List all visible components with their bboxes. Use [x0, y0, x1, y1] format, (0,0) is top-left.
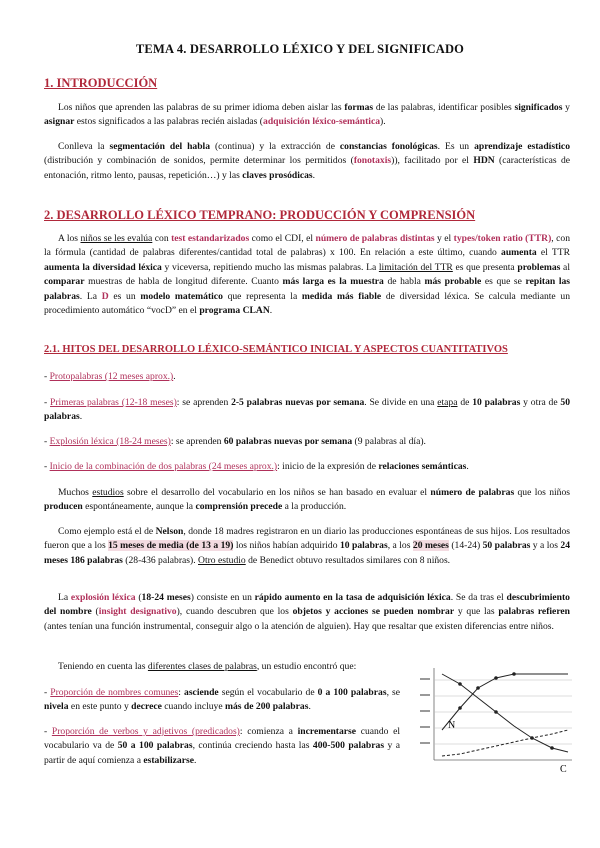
s21-paragraph-nelson: Como ejemplo está el de Nelson, donde 18 madres registraron en un diario las producciones espontáneas de sus hijos. Los resultados fueron que a los 15 meses de media (de 13 a 19) los niños habían adquirido 10 palabras, a los 20 meses (14-24) 50 palabras y a los 24 meses 186 palabras (28-436 palabras). Otro estudio de Benedict obtuvo resultados similares con 8 niños.	[44, 526, 570, 566]
milestone-combinacion: - Inicio de la combinación de dos palabras (24 meses aprox.): inicio de la expresión de relaciones semánticas.	[44, 461, 469, 472]
document-title: TEMA 4. DESARROLLO LÉXICO Y DEL SIGNIFICADO	[135, 42, 465, 56]
s21-paragraph-word-classes: Teniendo en cuenta las diferentes clases de palabras, un estudio encontró que:	[58, 661, 357, 672]
bullet-verbos-adjetivos: - Proporción de verbos y adjetivos (predicados): comienza a incrementarse cuando el vocabulario va de 50 a 100 palabras, continúa creciendo hasta las 400-500 palabras y a partir de aquí comienza a estabilizarse.	[44, 726, 401, 766]
milestone-explosion-lexica: - Explosión léxica (18-24 meses): se aprenden 60 palabras nuevas por semana (9 palabras al día).	[44, 436, 426, 447]
section-2-heading: 2. DESARROLLO LÉXICO TEMPRANO: PRODUCCIÓN Y COMPRENSIÓN	[44, 208, 476, 222]
s21-paragraph-studies: Muchos estudios sobre el desarrollo del vocabulario en los niños se han basado en evaluar el número de palabras que los niños producen espontáneamente, aunque la comprensión precede a la producción.	[44, 487, 571, 513]
s2-paragraph-1: A los niños se les evalúa con test estandarizados como el CDI, el número de palabras distintas y el types/token ratio (TTR), con la fórmula (cantidad de palabras diferentes/cantidad total de palabras) x 100. En relación a este último, cuando aumenta el TTR aumenta la diversidad léxica y viceversa, repitiendo mucho las mismas palabras. La limitación del TTR es que presenta problemas al comparar muestras de habla de longitud diferente. Cuanto más larga es la muestra de habla más probable es que se repitan las palabras. La D es un modelo matemático que representa la medida más fiable de diversidad léxica. Se calcula mediante un procedimiento automático “vocD” en el programa CLAN.	[44, 233, 571, 317]
word-class-figure	[412, 660, 576, 776]
section-2-1-heading: 2.1. HITOS DEL DESARROLLO LÉXICO-SEMÁNTICO INICIAL Y ASPECTOS CUANTITATIVOS	[44, 344, 508, 355]
annotation-c: C	[560, 764, 567, 775]
s21-paragraph-explosion: La explosión léxica (18-24 meses) consiste en un rápido aumento en la tasa de adquisición léxica. Se da tras el descubrimiento del nombre (insight designativo), cuando descubren que los objetos y acciones se pueden nombrar y que las palabras refieren (antes tenían una función instrumental, conseguir algo o la atención de alguien). Hay que resaltar que existen diferencias entre niños.	[44, 592, 570, 632]
s1-paragraph-2: Conlleva la segmentación del habla (continua) y la extracción de constancias fonológicas. Es un aprendizaje estadístico (distribución y combinación de sonidos, permite determinar los permitidos (fonotaxis)), facilitado por el HDN (características de entonación, ritmo lento, pausas, repetición…) y las claves prosódicas.	[44, 141, 571, 181]
milestone-primeras-palabras: - Primeras palabras (12-18 meses): se aprenden 2-5 palabras nuevas por semana. Se divide en una etapa de 10 palabras y otra de 50 palabras.	[44, 397, 570, 423]
milestone-protopalabras: - Protopalabras (12 meses aprox.).	[44, 371, 176, 382]
annotation-n: N	[448, 720, 456, 731]
s1-paragraph-1: Los niños que aprenden las palabras de su primer idioma deben aislar las formas de las palabras, identificar posibles significados y asignar estos significados a las palabras recién aisladas (adquisición léxico-semántica).	[44, 102, 570, 128]
bullet-nombres-comunes: - Proporción de nombres comunes: asciende según el vocabulario de 0 a 100 palabras, se nivela en este punto y decrece cuando incluye más de 200 palabras.	[44, 687, 401, 713]
section-1-heading: 1. INTRODUCCIÓN	[44, 76, 158, 90]
figure-background	[412, 660, 576, 776]
